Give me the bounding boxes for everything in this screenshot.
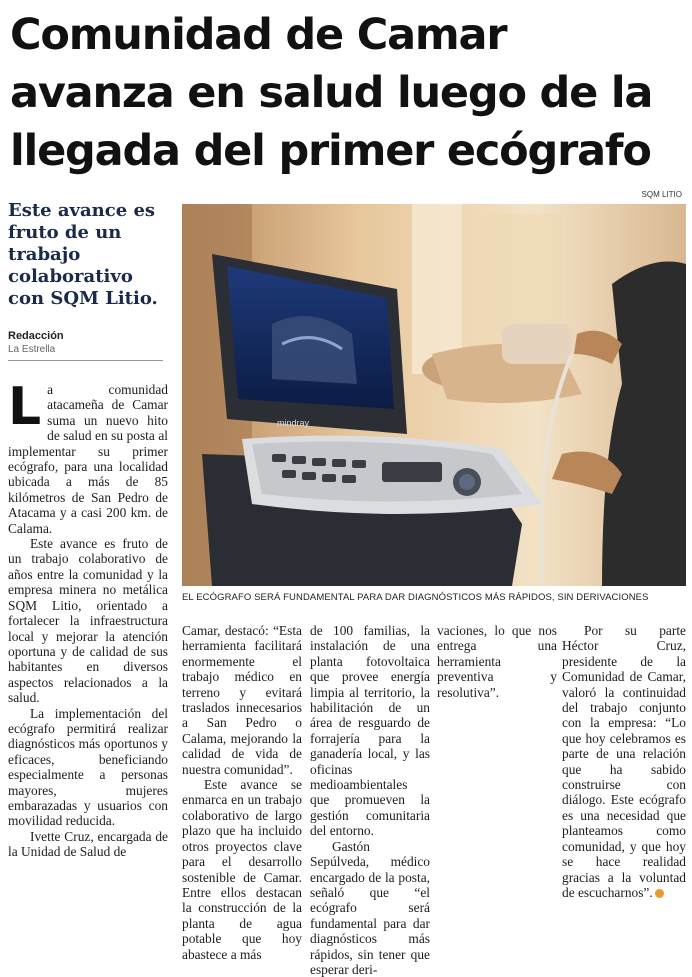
paragraph: de 100 familias, la instalación de una planta fotovoltaica que provee energía limpia al territorio, la habilitación de un área de resguardo de forrajería para la ganadería local, y las oficinas medioambientales que promueven la gestión comunitaria del entorno. [310,623,430,839]
monitor-brand: mindray [277,418,310,428]
byline-rule [8,360,163,361]
photo-credit: SQM LITIO [641,190,682,199]
paragraph: vaciones, lo que nos entrega una herramienta preventiva y resolutiva”. [437,623,557,700]
paragraph: Por su parte Héctor Cruz, presidente de la Comunidad de Camar, valoró la continuidad del trabajo conjunto con la empresa: “Lo que hoy celebramos es parte de una relación que ha sabido construirse con diálogo. Este ecógrafo es una necesidad que planteamos como comunidad, y que hoy se hace realidad gracias a la voluntad de escucharnos”. [562,623,686,900]
headline-line-3: llegada del primer ecógrafo [10,126,651,176]
byline-author: Redacción [8,330,64,342]
body-column-5 [562,623,686,900]
paragraph: Camar, destacó: “Esta herramienta facilitará enormemente el trabajo médico en terreno y evitará traslados innecesarios a San Pedro o Calama, mejorando la calidad de vida de nuestra comunidad”. [182,623,302,777]
paragraph: Este avance es fruto de un trabajo colaborativo de años entre la comunidad y la empresa minera no metálica SQM Litio, orientado a fortalecer la infraestructura local y mejorar la atención oportuna y de calidad de sus habitantes en diversos aspectos relacionados a la salud. [8,536,168,706]
byline-source: La Estrella [8,344,56,355]
paragraph: Este avance se enmarca en un trabajo colaborativo de largo plazo que ha incluido otros proyectos clave para el desarrollo sostenible de Camar. Entre ellos destacan la construcción de la planta de agua potable que hoy abastece a más [182,777,302,962]
paragraph: La comunidad atacameña de Camar suma un nuevo hito de salud en su posta al implementar su primer ecógrafo, para una localidad ubicada a más de 85 kilómetros de San Pedro de Atacama y a casi 200 km. de Calama. [8,377,168,536]
headline-line-2: avanza en salud luego de la [10,68,653,118]
paragraph: Gastón Sepúlveda, médico encargado de la posta, señaló que “el ecógrafo será fundamental para dar diagnósticos más rápidos, sin tener que esperar deri- [310,838,430,977]
headline-line-1: Comunidad de Camar [10,10,507,60]
paragraph: Ivette Cruz, encargada de la Unidad de Salud de [8,828,168,860]
article-photo [182,204,686,586]
body-column-3 [310,623,430,977]
body-column-4 [437,623,557,700]
star-bullet-icon [655,889,664,898]
paragraph: La implementación del ecógrafo permitirá realizar diagnósticos más oportunos y eficaces, beneficiando especialmente a personas mayores, mujeres embarazadas y usuarios con movilidad reducida. [8,705,168,829]
photo-caption: EL ECÓGRAFO SERÁ FUNDAMENTAL PARA DAR DIAGNÓSTICOS MÁS RÁPIDOS, SIN DERIVACIONES [182,592,649,603]
headline [10,6,686,180]
ultrasound-photo-illustration [182,204,686,586]
deck-subtitle: Este avance es fruto de un trabajo colaborativo con SQM Litio. [8,200,158,309]
body-column-1 [8,377,168,860]
body-column-2 [182,623,302,962]
drop-cap: L [8,377,42,437]
